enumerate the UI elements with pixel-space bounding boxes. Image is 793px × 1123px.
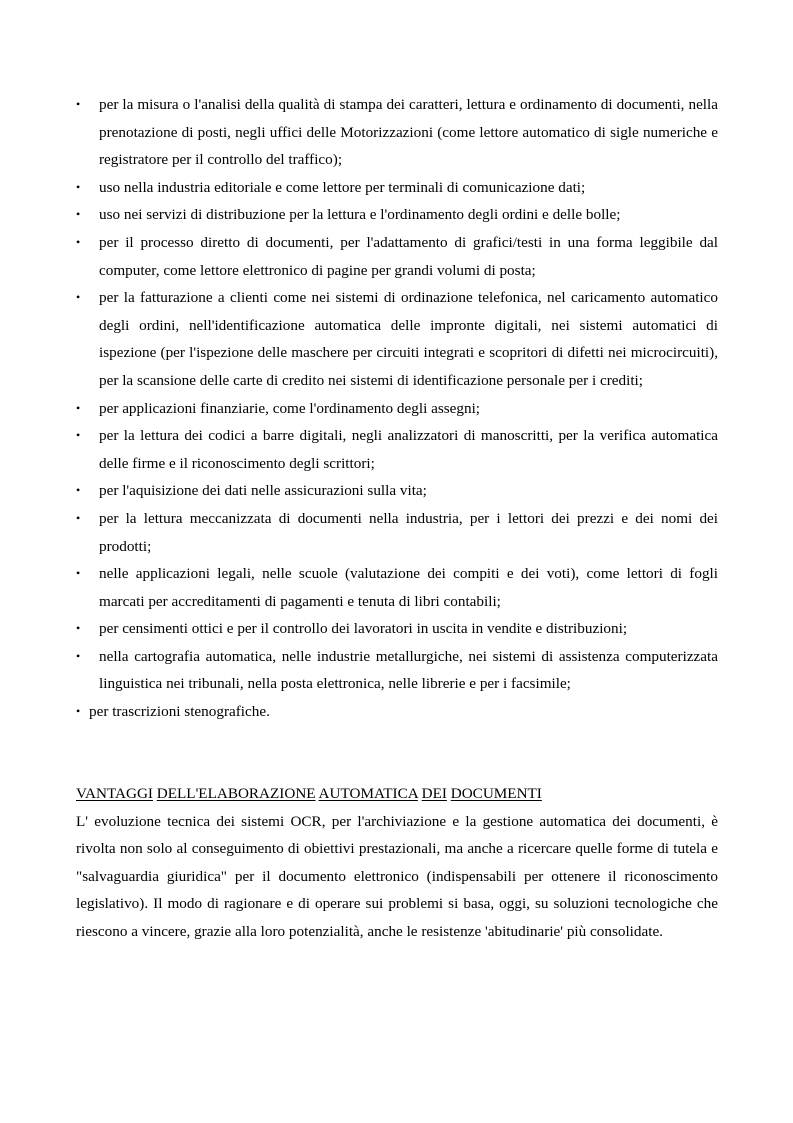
bullet-icon: •: [76, 97, 81, 111]
bullet-icon: •: [76, 510, 81, 525]
section-title: [76, 780, 718, 808]
section-title-word: DEI: [421, 785, 447, 802]
advantages-section: [76, 780, 718, 946]
list-item-text: per la misura o l'analisi della qualità di stampa dei caratteri, lettura e ordinamento di documenti, nella prenotazione di posti, negli uffici delle Motorizzazioni (come lettore automatico di sigle numeriche e registratore per il controllo del traffico);: [99, 96, 718, 169]
list-item-text: per censimenti ottici e per il controllo dei lavoratori in uscita in vendite e distribuzioni;: [99, 620, 628, 638]
list-item-text: per la lettura dei codici a barre digitali, negli analizzatori di manoscritti, per la verifica automatica delle firme e il riconoscimento degli scrittori;: [99, 427, 718, 472]
list-item: [76, 698, 718, 726]
bullet-icon: •: [76, 179, 81, 194]
bullet-list: [76, 91, 718, 726]
bullet-icon: •: [76, 207, 81, 222]
list-item-text: nelle applicazioni legali, nelle scuole (valutazione dei compiti e dei voti), come lettori di fogli marcati per accreditamenti di pagamenti e tenuta di libri contabili;: [99, 565, 718, 610]
list-item: [76, 229, 718, 284]
bullet-icon: •: [76, 704, 81, 719]
section-title-word: DELL'ELABORAZIONE: [156, 785, 316, 802]
list-item: [76, 91, 718, 174]
bullet-icon: •: [76, 621, 81, 636]
list-item: [76, 643, 718, 698]
list-item-text: nella cartografia automatica, nelle industrie metallurgiche, nei sistemi di assistenza computerizzata linguistica nei tribunali, nella posta elettronica, nelle librerie e per i facsimile;: [99, 647, 718, 693]
section-title-word: DOCUMENTI: [450, 785, 542, 802]
list-item-text: per la fatturazione a clienti come nei sistemi di ordinazione telefonica, nel caricamento automatico degli ordini, nell'identificazione automatica delle impronte digitali, nei sistemi automatici di ispezione (per l'ispezione delle maschere per circuiti integrati e scopritori di difetti nei microcircuiti), per la scansione delle carte di credito nei sistemi di identificazione personale per i crediti;: [99, 289, 718, 389]
list-item: [76, 505, 718, 560]
bullet-icon: •: [76, 566, 81, 581]
list-item-text: uso nella industria editoriale e come lettore per terminali di comunicazione dati;: [99, 178, 586, 196]
bullet-icon: •: [76, 234, 81, 249]
bullet-icon: •: [76, 290, 81, 305]
list-item: [76, 284, 718, 394]
list-item: [76, 615, 718, 643]
list-item: [76, 560, 718, 615]
list-item: [76, 477, 718, 505]
list-item: [76, 174, 718, 202]
bullet-icon: •: [76, 400, 81, 415]
section-title-word: AUTOMATICA: [318, 785, 418, 802]
list-item-text: per la lettura meccanizzata di documenti nella industria, per i lettori dei prezzi e dei nomi dei prodotti;: [99, 509, 718, 555]
list-item-text: per l'aquisizione dei dati nelle assicurazioni sulla vita;: [99, 482, 427, 500]
section-paragraph: L' evoluzione tecnica dei sistemi OCR, per l'archiviazione e la gestione automatica dei documenti, è rivolta non solo al conseguimento di obiettivi prestazionali, ma anche a ricercare quelle forme di tutela e "salvaguardia giuridica" per il documento elettronico (indispensabili per ottenere il riconoscimento legislativo). Il modo di ragionare e di operare sui problemi si basa, oggi, su soluzioni tecnologiche che riescono a vincere, grazie alla loro potenzialità, anche le resistenze 'abitudinarie' più consolidate.: [76, 812, 718, 940]
list-item-text: per il processo diretto di documenti, per l'adattamento di grafici/testi in una forma leggibile dal computer, come lettore elettronico di pagine per grandi volumi di posta;: [99, 233, 718, 279]
list-item-text: per trascrizioni stenografiche.: [89, 703, 270, 721]
bullet-icon: •: [76, 648, 81, 663]
bullet-icon: •: [76, 428, 81, 443]
list-item: [76, 422, 718, 477]
list-item: [76, 395, 718, 423]
bullet-icon: •: [76, 483, 81, 498]
list-item-text: per applicazioni finanziarie, come l'ordinamento degli assegni;: [99, 399, 481, 417]
list-item-text: uso nei servizi di distribuzione per la lettura e l'ordinamento degli ordini e delle bolle;: [99, 206, 621, 224]
list-item: [76, 201, 718, 229]
section-title-word: VANTAGGI: [76, 785, 153, 802]
